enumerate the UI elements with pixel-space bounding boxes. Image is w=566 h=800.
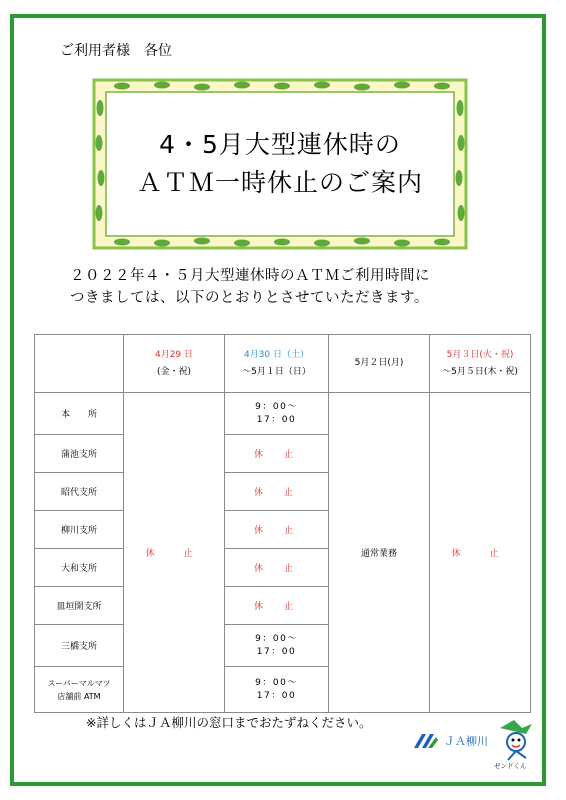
header-apr30-may1: 4月30 日（土） ～5月１日（日） [225, 335, 329, 393]
table-row [35, 393, 531, 435]
branch-name: スーパーマルマツ 店舗前 ATM [35, 667, 124, 713]
logo-text: ＪＡ柳川 [444, 735, 488, 748]
intro-line-2: つきましては、以下のとおりとさせていただきます。 [70, 290, 429, 306]
branch-name: 昭代支所 [35, 473, 124, 511]
header-apr29: 4月29 日 (金・祝) [124, 335, 225, 393]
closed-cell: 休 止 [225, 587, 329, 625]
branch-name: 柳川支所 [35, 511, 124, 549]
branch-name: 大和支所 [35, 549, 124, 587]
intro-line-1: ２０２２年４・５月大型連休時のＡＴＭご利用時間に [70, 268, 430, 284]
title-box [92, 78, 468, 250]
closed-cell: 休 止 [225, 511, 329, 549]
closed-cell: 休 止 [225, 473, 329, 511]
closed-cell: 休 止 [225, 549, 329, 587]
branch-name: 本 所 [35, 393, 124, 435]
footnote: ※詳しくはＪＡ柳川の窓口までおたずねください。 [86, 715, 372, 730]
atm-schedule-table [34, 334, 531, 713]
may3-5-closed: 休 止 [430, 393, 531, 713]
hours-cell: 9：00～ 17：00 [225, 393, 329, 435]
hours-cell: 9：00～ 17：00 [225, 625, 329, 667]
addressee: ご利用者様 各位 [60, 43, 172, 59]
ja-yanagawa-logo [414, 733, 488, 749]
may2-normal-business: 通常業務 [329, 393, 430, 713]
closed-cell: 休 止 [225, 435, 329, 473]
ja-logo-icon [414, 734, 438, 748]
mascot-label: ゼンドくん [494, 762, 527, 770]
hours-cell: 9：00～ 17：00 [225, 667, 329, 713]
intro-text [70, 265, 510, 309]
title-line-2: ＡＴＭ一時休止のご案内 [136, 168, 423, 197]
header-may2: 5月２日(月) [329, 335, 430, 393]
branch-name: 皿垣開支所 [35, 587, 124, 625]
table-header-row [35, 335, 531, 393]
mascot-icon [492, 718, 542, 762]
title-line-1: 4・5月大型連休時の [159, 130, 401, 159]
branch-name: 蒲池支所 [35, 435, 124, 473]
header-may3-5: 5月３日(火・祝) ～5月５日(木・祝) [430, 335, 531, 393]
branch-name: 三橋支所 [35, 625, 124, 667]
header-corner-cell [35, 335, 124, 393]
apr29-closed: 休 止 [124, 393, 225, 713]
